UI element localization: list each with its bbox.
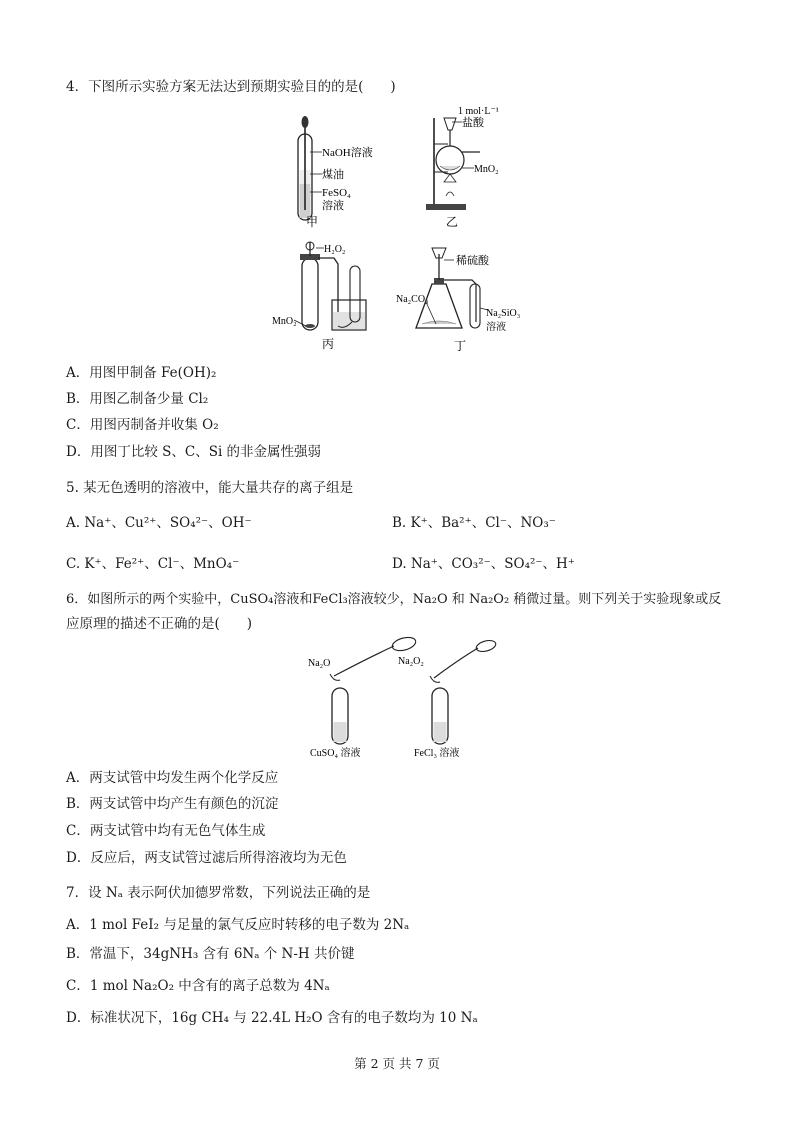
q6-stem-line2: 应原理的描述不正确的是( )	[66, 616, 253, 632]
q7-option-b: B．常温下，34gNH₃ 含有 6Nₐ 个 N-H 共价键	[66, 946, 355, 962]
ding-caption: 丁	[454, 339, 467, 353]
q6-right-caption: FeCl₃ 溶液	[414, 748, 460, 759]
q6-option-c: C．两支试管中均有无色气体生成	[66, 823, 266, 839]
q6-option-b: B．两支试管中均产生有颜色的沉淀	[66, 796, 279, 812]
figure-yi	[422, 104, 532, 230]
q4-option-d: D．用图丁比较 S、C、Si 的非金属性强弱	[66, 444, 322, 460]
bing-mno2-label: MnO₂	[272, 316, 297, 327]
yi-caption: 乙	[446, 215, 459, 229]
q5-option-b: B. K⁺、Ba²⁺、Cl⁻、NO₃⁻	[392, 515, 556, 531]
q4-option-a: A．用图甲制备 Fe(OH)₂	[66, 365, 217, 381]
yi-acid-label: 盐酸	[462, 117, 484, 129]
q6-option-d: D．反应后，两支试管过滤后所得溶液均为无色	[66, 850, 347, 866]
q6-right-label: Na₂O₂	[398, 656, 424, 667]
bing-caption: 丙	[322, 337, 335, 351]
q6-option-a: A．两支试管中均发生两个化学反应	[66, 770, 279, 786]
q5-option-d: D. Na⁺、CO₃²⁻、SO₄²⁻、H⁺	[392, 556, 575, 572]
figure-jia	[286, 112, 396, 230]
ding-acid-label: 稀硫酸	[456, 255, 489, 267]
figure-ding	[392, 244, 532, 354]
yi-mno2-label: MnO₂	[474, 164, 499, 175]
q7-option-a: A．1 mol FeI₂ 与足量的氯气反应时转移的电子数为 2Nₐ	[66, 917, 410, 933]
page-footer: 第 2 页 共 7 页	[354, 1056, 440, 1071]
q7-option-c: C．1 mol Na₂O₂ 中含有的离子总数为 4Nₐ	[66, 978, 330, 994]
q6-left-label: Na₂O	[308, 658, 331, 669]
figure-bing	[272, 240, 392, 352]
jia-soln-label: 溶液	[322, 200, 344, 212]
jia-naoh-label: NaOH溶液	[322, 147, 373, 159]
ding-soln-label: 溶液	[486, 322, 506, 333]
jia-oil-label: 煤油	[322, 169, 344, 181]
ding-na2sio3-label: Na₂SiO₃	[486, 308, 521, 319]
q5-stem: 5. 某无色透明的溶液中，能大量共存的离子组是	[66, 480, 354, 496]
q4-stem: 4．下图所示实验方案无法达到预期实验目的的是( )	[66, 79, 396, 95]
q7-stem: 7．设 Nₐ 表示阿伏加德罗常数，下列说法正确的是	[66, 885, 371, 901]
ding-na2co3-label: Na₂CO₃	[396, 294, 429, 305]
bing-h2o2-label: H₂O₂	[324, 244, 346, 255]
q4-option-b: B．用图乙制备少量 Cl₂	[66, 391, 209, 407]
q4-option-c: C．用图丙制备并收集 O₂	[66, 417, 219, 433]
q5-option-a: A. Na⁺、Cu²⁺、SO₄²⁻、OH⁻	[66, 515, 252, 531]
q7-option-d: D．标准状况下，16g CH₄ 与 22.4L H₂O 含有的电子数均为 10 Nₐ	[66, 1010, 478, 1026]
q6-stem-line1: 6．如图所示的两个实验中，CuSO₄溶液和FeCl₃溶液较少，Na₂O 和 Na₂O₂ 稍微过量。则下列关于实验现象或反	[66, 592, 722, 607]
yi-conc-label: 1 mol·L⁻¹	[458, 106, 499, 117]
q6-left-caption: CuSO₄ 溶液	[310, 748, 361, 759]
jia-feso4-label: FeSO₄	[322, 187, 351, 199]
q5-option-c: C. K⁺、Fe²⁺、Cl⁻、MnO₄⁻	[66, 556, 240, 572]
figure-q6	[298, 634, 498, 760]
jia-caption: 甲	[306, 215, 319, 229]
